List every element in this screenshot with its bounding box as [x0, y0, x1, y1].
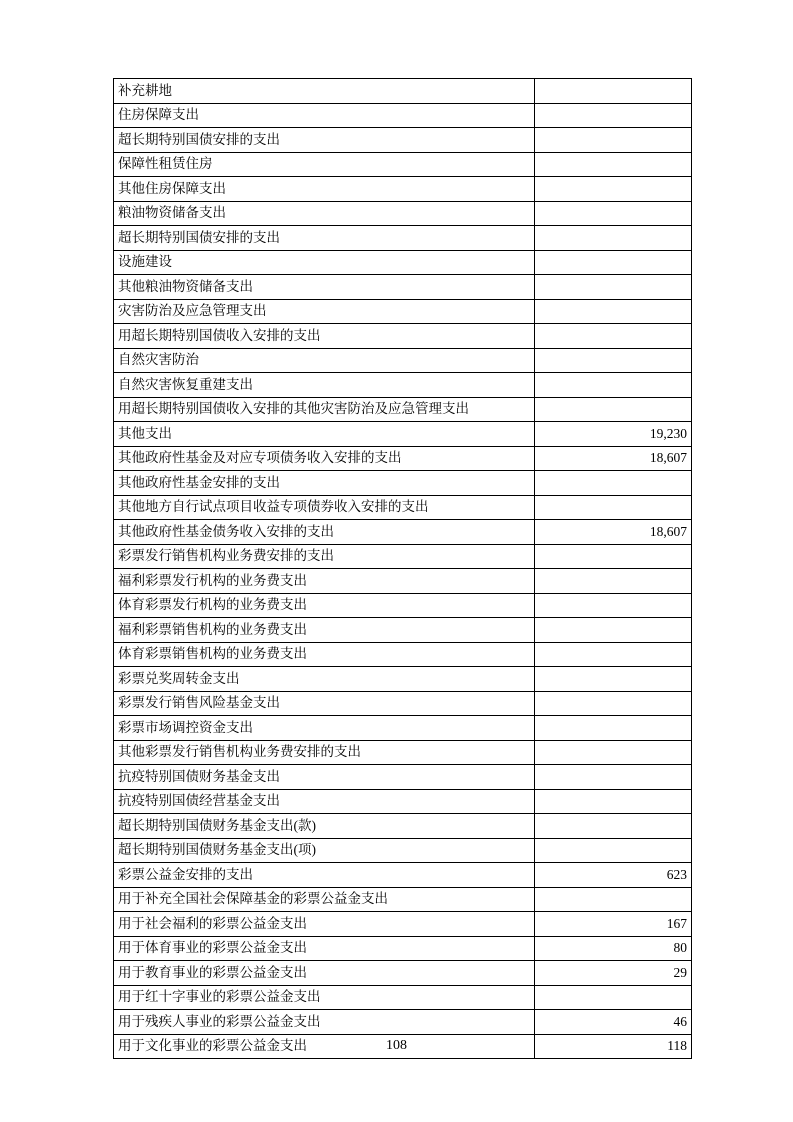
row-label: 超长期特别国债财务基金支出(款): [114, 814, 535, 839]
table-body: [114, 79, 692, 1059]
table-row: [114, 250, 692, 275]
table-row: [114, 912, 692, 937]
table-row: [114, 544, 692, 569]
row-label: 其他支出: [114, 422, 535, 447]
table-row: [114, 324, 692, 349]
table-row: [114, 446, 692, 471]
row-value: [535, 814, 692, 839]
row-value: [535, 642, 692, 667]
row-value: 118: [535, 1034, 692, 1059]
table-row: [114, 471, 692, 496]
table-row: [114, 618, 692, 643]
row-value: [535, 544, 692, 569]
row-label: 超长期特别国债安排的支出: [114, 128, 535, 153]
row-label: 体育彩票销售机构的业务费支出: [114, 642, 535, 667]
row-label: 彩票公益金安排的支出: [114, 863, 535, 888]
row-label: 用于体育事业的彩票公益金支出: [114, 936, 535, 961]
row-value: [535, 667, 692, 692]
row-label: 体育彩票发行机构的业务费支出: [114, 593, 535, 618]
table-row: [114, 103, 692, 128]
table-row: [114, 838, 692, 863]
row-value: [535, 152, 692, 177]
row-label: 用于红十字事业的彩票公益金支出: [114, 985, 535, 1010]
row-label: 补充耕地: [114, 79, 535, 104]
row-value: [535, 397, 692, 422]
row-label: 用超长期特别国债收入安排的支出: [114, 324, 535, 349]
row-value: 167: [535, 912, 692, 937]
row-label: 其他政府性基金及对应专项债务收入安排的支出: [114, 446, 535, 471]
row-value: [535, 275, 692, 300]
row-label: 灾害防治及应急管理支出: [114, 299, 535, 324]
row-label: 彩票市场调控资金支出: [114, 716, 535, 741]
row-label: 粮油物资储备支出: [114, 201, 535, 226]
row-label: 彩票发行销售机构业务费安排的支出: [114, 544, 535, 569]
table-row: [114, 299, 692, 324]
table-row: [114, 397, 692, 422]
row-value: 46: [535, 1010, 692, 1035]
table-row: [114, 495, 692, 520]
row-label: 自然灾害防治: [114, 348, 535, 373]
table-row: [114, 642, 692, 667]
row-label: 抗疫特别国债财务基金支出: [114, 765, 535, 790]
row-value: [535, 838, 692, 863]
row-value: 29: [535, 961, 692, 986]
row-label: 用超长期特别国债收入安排的其他灾害防治及应急管理支出: [114, 397, 535, 422]
table-row: [114, 128, 692, 153]
row-label: 用于补充全国社会保障基金的彩票公益金支出: [114, 887, 535, 912]
row-label: 其他地方自行试点项目收益专项债券收入安排的支出: [114, 495, 535, 520]
row-value: [535, 79, 692, 104]
table-row: [114, 520, 692, 545]
table-row: [114, 716, 692, 741]
row-label: 其他住房保障支出: [114, 177, 535, 202]
table-row: [114, 1010, 692, 1035]
row-label: 彩票发行销售风险基金支出: [114, 691, 535, 716]
row-label: 其他政府性基金安排的支出: [114, 471, 535, 496]
row-label: 福利彩票销售机构的业务费支出: [114, 618, 535, 643]
row-label: 用于文化事业的彩票公益金支出: [114, 1034, 535, 1059]
table-row: [114, 201, 692, 226]
row-value: [535, 250, 692, 275]
budget-expenditure-table: [113, 78, 692, 1059]
row-value: [535, 985, 692, 1010]
table-row: [114, 814, 692, 839]
row-value: 623: [535, 863, 692, 888]
table-row: [114, 765, 692, 790]
row-value: [535, 691, 692, 716]
table-row: [114, 152, 692, 177]
row-label: 设施建设: [114, 250, 535, 275]
row-value: [535, 765, 692, 790]
row-value: 18,607: [535, 520, 692, 545]
row-value: [535, 471, 692, 496]
row-label: 超长期特别国债安排的支出: [114, 226, 535, 251]
row-value: [535, 348, 692, 373]
table-row: [114, 985, 692, 1010]
row-label: 超长期特别国债财务基金支出(项): [114, 838, 535, 863]
table-row: [114, 275, 692, 300]
table-row: [114, 789, 692, 814]
table-row: [114, 422, 692, 447]
table-row: [114, 79, 692, 104]
row-value: [535, 373, 692, 398]
row-value: [535, 716, 692, 741]
row-value: 80: [535, 936, 692, 961]
row-value: [535, 740, 692, 765]
row-value: [535, 887, 692, 912]
table-row: [114, 667, 692, 692]
row-value: [535, 495, 692, 520]
row-value: [535, 201, 692, 226]
row-label: 用于残疾人事业的彩票公益金支出: [114, 1010, 535, 1035]
table-row: [114, 863, 692, 888]
table-row: [114, 569, 692, 594]
row-value: [535, 618, 692, 643]
row-value: 18,607: [535, 446, 692, 471]
row-label: 其他彩票发行销售机构业务费安排的支出: [114, 740, 535, 765]
row-label: 住房保障支出: [114, 103, 535, 128]
row-label: 抗疫特别国债经营基金支出: [114, 789, 535, 814]
row-value: [535, 789, 692, 814]
row-value: [535, 128, 692, 153]
row-label: 自然灾害恢复重建支出: [114, 373, 535, 398]
row-label: 彩票兑奖周转金支出: [114, 667, 535, 692]
table-row: [114, 177, 692, 202]
table-row: [114, 348, 692, 373]
page-number: 108: [386, 1038, 407, 1053]
row-value: [535, 569, 692, 594]
row-value: [535, 103, 692, 128]
row-value: [535, 324, 692, 349]
row-label: 保障性租赁住房: [114, 152, 535, 177]
table-row: [114, 226, 692, 251]
table-row: [114, 593, 692, 618]
row-value: [535, 226, 692, 251]
row-value: [535, 593, 692, 618]
row-label: 其他粮油物资储备支出: [114, 275, 535, 300]
row-label: 用于社会福利的彩票公益金支出: [114, 912, 535, 937]
row-value: [535, 299, 692, 324]
row-value: [535, 177, 692, 202]
table-row: [114, 691, 692, 716]
table-row: [114, 373, 692, 398]
row-label: 其他政府性基金债务收入安排的支出: [114, 520, 535, 545]
row-value: 19,230: [535, 422, 692, 447]
table-row: [114, 740, 692, 765]
row-label: 福利彩票发行机构的业务费支出: [114, 569, 535, 594]
table-row: [114, 887, 692, 912]
table-row: [114, 936, 692, 961]
table-row: [114, 961, 692, 986]
row-label: 用于教育事业的彩票公益金支出: [114, 961, 535, 986]
